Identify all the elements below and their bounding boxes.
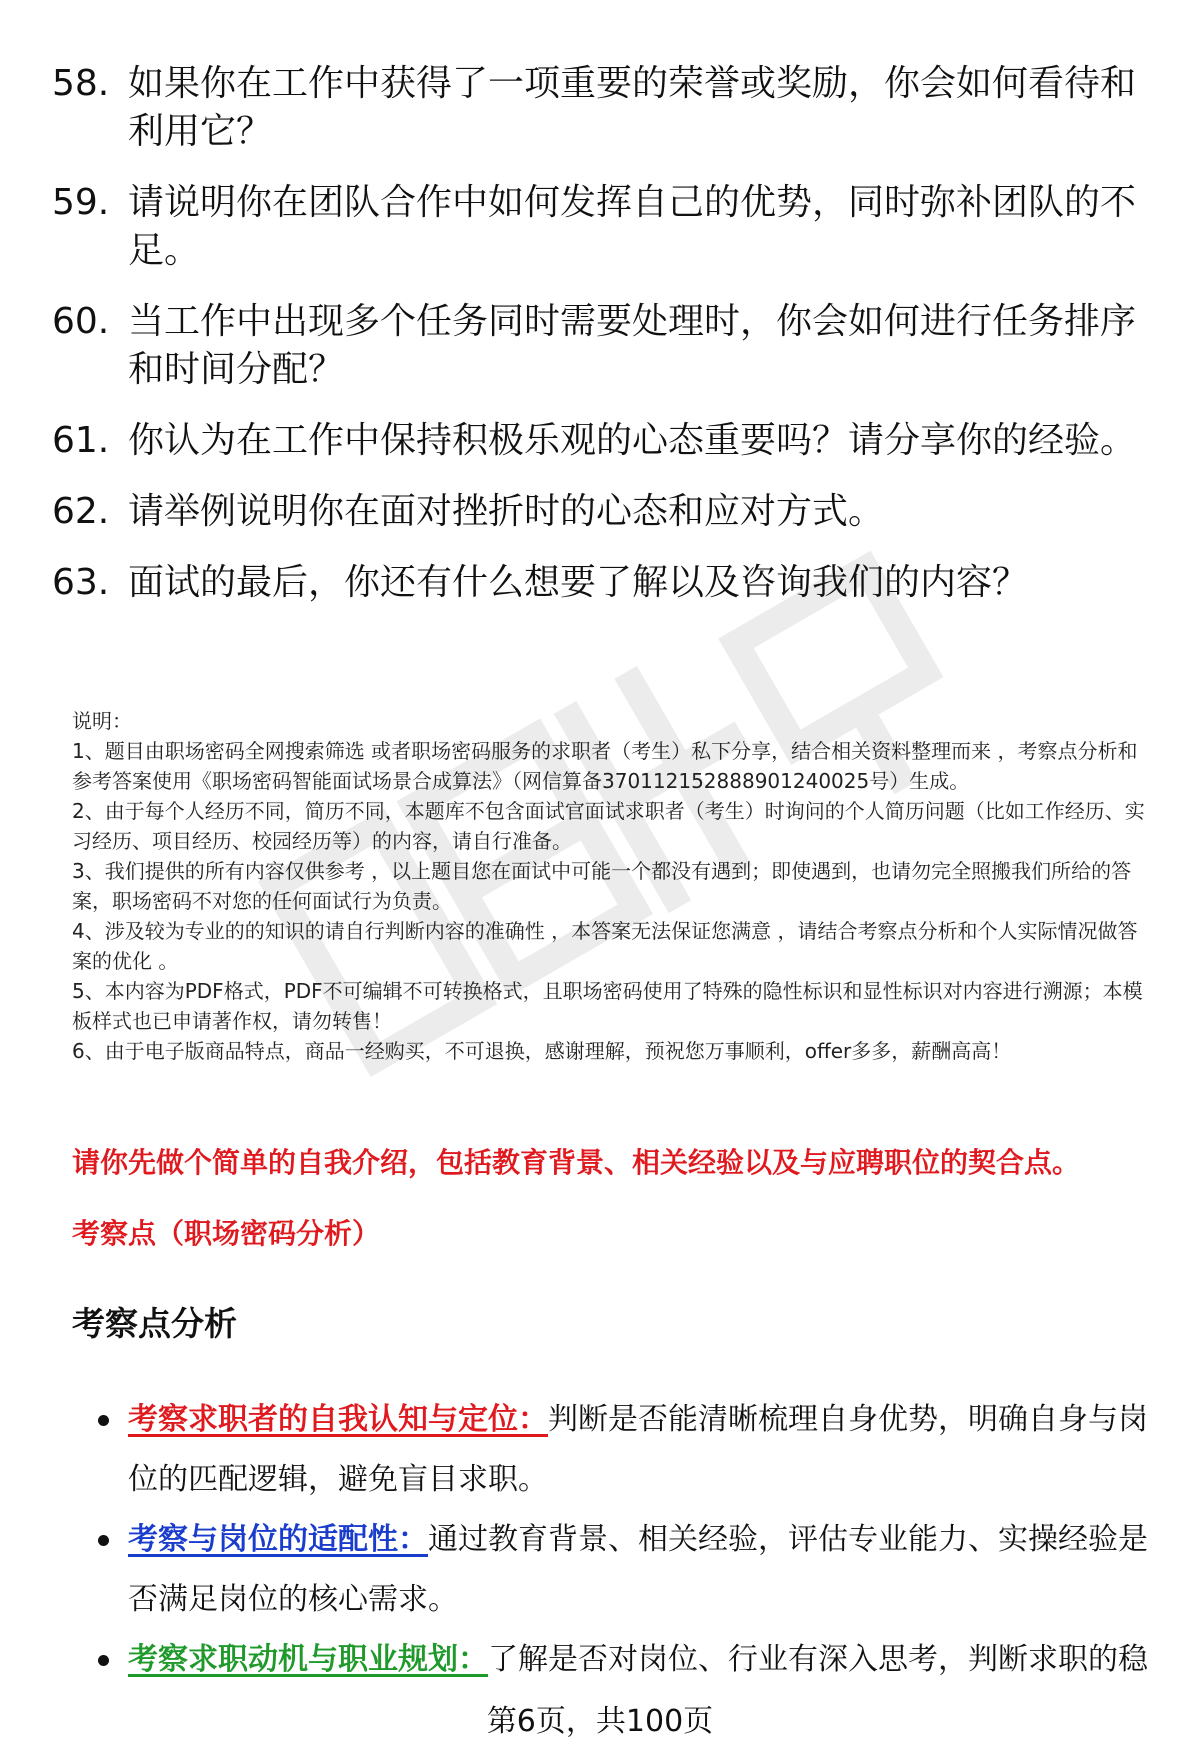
list-item [98,1510,1158,1630]
question-item [52,298,1152,394]
notes-heading: 说明： [72,709,132,733]
question-list [52,60,1152,630]
disclaimer-notes [72,706,1157,1066]
note-item: 5、本内容为PDF格式，PDF不可编辑不可转换格式，且职场密码使用了特殊的隐性标识和显性标识对内容进行溯源；本模板样式也已申请著作权，请勿转售！ [72,979,1143,1033]
question-number: 58. [52,63,110,104]
question-item [52,559,1152,607]
question-number: 62. [52,491,110,532]
note-item: 1、题目由职场密码全网搜索筛选 或者职场密码服务的求职者（考生）私下分享，结合相关资料整理而来 ，考察点分析和参考答案使用《职场密码智能面试场景合成算法》（网信算备370112152888901240025号）生成。 [72,739,1138,793]
question-text: 如果你在工作中获得了一项重要的荣誉或奖励，你会如何看待和利用它？ [128,63,1137,152]
question-text: 面试的最后，你还有什么想要了解以及咨询我们的内容？ [128,562,1029,603]
page-number: 第6页，共100页 [0,1702,1200,1742]
bullet-key: 考察求职者的自我认知与定位： [128,1402,548,1437]
question-number: 59. [52,182,110,223]
question-text: 当工作中出现多个任务同时需要处理时，你会如何进行任务排序和时间分配？ [128,301,1137,390]
question-text: 请举例说明你在面对挫折时的心态和应对方式。 [128,491,885,532]
question-text: 你认为在工作中保持积极乐观的心态重要吗？请分享你的经验。 [128,420,1137,461]
question-item [52,60,1152,156]
section-title: 考察点分析 [72,1304,237,1343]
note-item: 3、我们提供的所有内容仅供参考 ，以上题目您在面试中可能一个都没有遇到；即使遇到，也请勿完全照搬我们所给的答案，职场密码不对您的任何面试行为负责。 [72,859,1132,913]
bullet-key: 考察与岗位的适配性： [128,1522,428,1557]
bullet-icon [98,1415,109,1426]
analysis-list [98,1390,1158,1690]
note-item: 2、由于每个人经历不同，简历不同，本题库不包含面试官面试求职者（考生）时询问的个人简历问题（比如工作经历、实习经历、项目经历、校园经历等）的内容，请自行准备。 [72,799,1145,853]
bullet-icon [98,1535,109,1546]
question-number: 61. [52,420,110,461]
highlight-question: 请你先做个简单的自我介绍，包括教育背景、相关经验以及与应聘职位的契合点。 [72,1146,1081,1179]
question-number: 60. [52,301,110,342]
note-item: 4、涉及较为专业的的知识的请自行判断内容的准确性 ，本答案无法保证您满意 ，请结合考察点分析和个人实际情况做答案的优化 。 [72,919,1138,973]
list-item [98,1390,1158,1510]
bullet-text: 通过教育背景、相关经验，评估专业能力、实操经验是否满足岗位的核心需求。 [128,1522,1148,1617]
question-item [52,417,1152,465]
question-text: 请说明你在团队合作中如何发挥自己的优势，同时弥补团队的不足。 [128,182,1137,271]
note-item: 6、由于电子版商品特点，商品一经购买，不可退换，感谢理解，预祝您万事顺利，offer多多，薪酬高高！ [72,1039,1012,1063]
list-item [98,1630,1158,1690]
highlight-subtitle: 考察点（职场密码分析） [72,1217,381,1250]
bullet-text: 了解是否对岗位、行业有深入思考，判断求职的稳 [488,1642,1148,1677]
question-item [52,179,1152,275]
bullet-key: 考察求职动机与职业规划： [128,1642,488,1677]
bullet-icon [98,1655,109,1666]
question-item [52,488,1152,536]
question-number: 63. [52,562,110,603]
bullet-text: 判断是否能清晰梳理自身优势，明确自身与岗位的匹配逻辑，避免盲目求职。 [128,1402,1148,1497]
